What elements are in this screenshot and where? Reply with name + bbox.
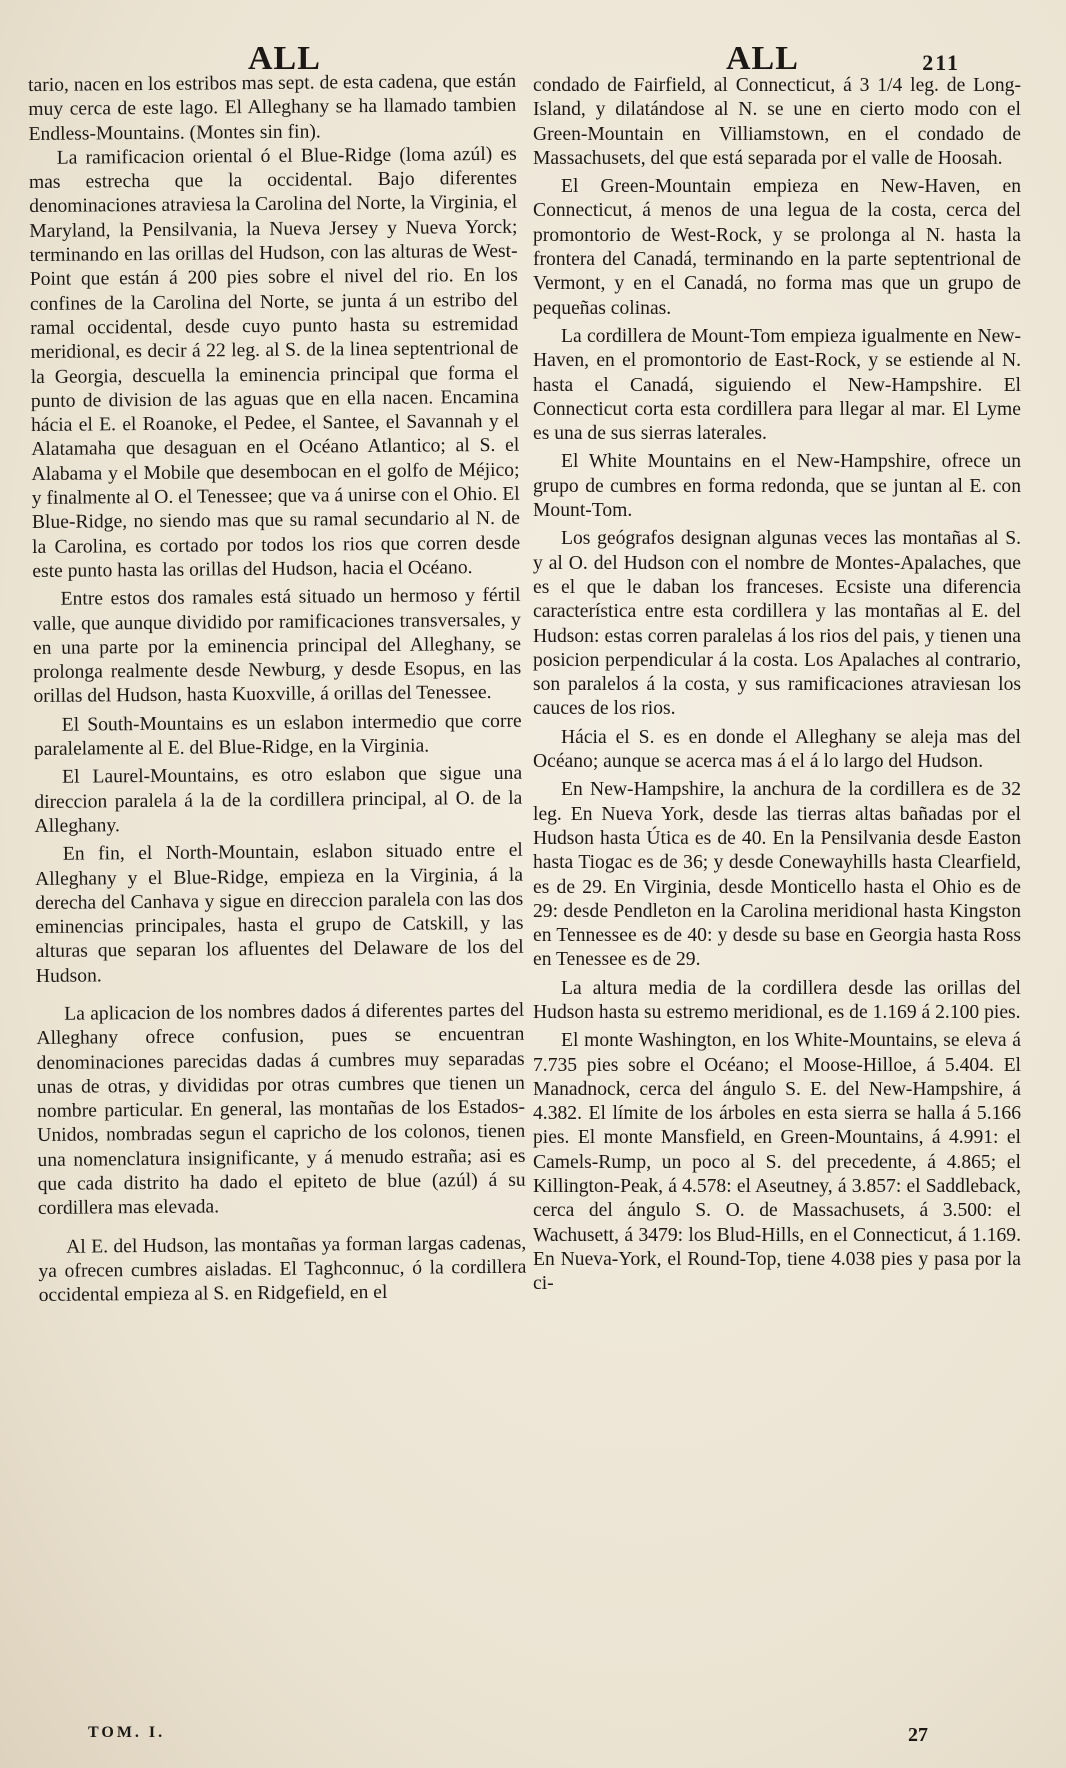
paragraph: tario, nacen en los estribos mas sept. de esta cadena, que están muy cerca de este lago. El Alleghany se ha llamado tambien Endless-Mountains. (Montes sin fin). <box>28 70 517 145</box>
paragraph: El Green-Mountain empieza en New-Haven, en Connecticut, á menos de una legua de la costa, cerca del promontorio de West-Rock, y se prolonga al N. hasta la frontera del Canadá, terminando en la parte septentrional de Vermont, y en el Canadá, no forma mas que un grupo de pequeñas colinas. <box>533 176 1021 319</box>
running-head-left: ALL <box>248 40 321 77</box>
left-column <box>28 70 527 1309</box>
paragraph: En fin, el North-Mountain, eslabon situado entre el Alleghany y el Blue-Ridge, empieza en la Virginia, á la derecha del Canhava y sigue en direccion paralela con las dos eminencias principales, hasta el grupo de Catskill, y las alturas que separan los afluentes del Delaware de los del Hudson. <box>34 839 524 987</box>
paragraph: El monte Washington, en los White-Mountains, se eleva á 7.735 pies sobre el Océano; el Moose-Hilloe, á 5.404. El Manadnock, cerca del ángulo S. E. del New-Hampshire, á 4.382. El límite de los árboles en esta sierra se halla á 5.166 pies. El monte Mansfield, en Green-Mountains, á 4.991: el Camels-Rump, un poco al S. del precedente, á 4.865; el Killington-Peak, á 4.578: el Aseutney, á 3.857: el Saddleback, cerca del ángulo S. O. de Massachusets, á 3.500: el Wachusett, á 3479: los Blud-Hills, en el Connecticut, á 1.169. En Nueva-York, el Round-Top, tiene 4.038 pies y pasa por la ci- <box>533 1030 1021 1295</box>
paragraph: Al E. del Hudson, las montañas ya forman largas cadenas, ya ofrecen cumbres aisladas. El Taghconnuc, ó la cordillera occidental empieza al S. en Ridgefield, en el <box>38 1232 527 1307</box>
paragraph: La ramificacion oriental ó el Blue-Ridge (loma azúl) es mas estrecha que la occidental. Bajo diferentes denominaciones atraviesa la Carolina del Norte, la Virginia, el Maryland, la Pensilvania, la Nueva Jersey y Nueva Yorck; terminando en las orillas del Hudson, con las alturas de West-Point que están á 200 pies sobre el nivel del rio. En los confines de la Carolina del Norte, se junta á un estribo del ramal occidental, desde cuyo punto hasta su estremidad meridional, es decir á 22 leg. al S. de la linea septentrional de la Georgia, descuella la eminencia principal que forma el punto de division de las aguas que en ella nacen. Encamina hácia el E. el Roanoke, el Pedee, el Santee, el Savannah y el Alatamaha que desaguan en el Océano Atlantico; al S. el Alabama y el Mobile que desembocan en el golfo de Méjico; y finalmente al O. el Tenessee; que va á unirse con el Ohio. El Blue-Ridge, no siendo mas que su ramal secundario al N. de la Carolina, es cortado por todos los rios que corren desde este punto hasta las orillas del Hudson, hacia el Océano. <box>28 143 521 582</box>
page-number: 211 <box>922 50 960 75</box>
paragraph: Entre estos dos ramales está situado un hermoso y fértil valle, que aunque dividido por ramificaciones transversales, y en una parte por la eminencia principal del Alleghany, se prolonga realmente desde Newburg, y desde Esopus, en las orillas del Hudson, hasta Kuoxville, á orillas del Tenessee. <box>32 584 522 708</box>
paragraph: El South-Mountains es un eslabon intermedio que corre paralelamente al E. del Blue-Ridge, en la Virginia. <box>33 710 522 760</box>
gathering-number: 27 <box>908 1724 928 1746</box>
paragraph: La altura media de la cordillera desde las orillas del Hudson hasta su estremo meridional, es de 1.169 á 2.100 pies. <box>533 977 1021 1023</box>
paragraph: Hácia el S. es en donde el Alleghany se aleja mas del Océano; aunque se acerca mas á el á lo largo del Hudson. <box>533 726 1021 773</box>
paragraph: La aplicacion de los nombres dados á diferentes partes del Alleghany ofrece confusion, pues se encuentran denominaciones parecidas dadas á cumbres muy separadas unas de otras, y divididas por otras cumbres que tienen un nombre particular. En general, las montañas de los Estados-Unidos, nombradas segun el capricho de los colonos, tienen una nomenclatura insignificante, y á menudo estraña; asi es que cada distrito ha dado el epiteto de blue (azúl) á su cordillera mas elevada. <box>36 999 526 1220</box>
right-column <box>533 74 1021 1297</box>
signature-mark: TOM. I. <box>88 1724 166 1741</box>
paragraph: La cordillera de Mount-Tom empieza igualmente en New-Haven, en el promontorio de East-Rock, y se estiende al N. hasta el Canadá, siguiendo el New-Hampshire. El Connecticut corta esta cordillera para llegar al mar. El Lyme es una de sus sierras laterales. <box>533 325 1021 445</box>
paragraph: El White Mountains en el New-Hampshire, ofrece un grupo de cumbres en forma redonda, que se juntan al E. con Mount-Tom. <box>533 451 1021 522</box>
paragraph: condado de Fairfield, al Connecticut, á 3 1/4 leg. de Long-Island, y dilatándose al N. se une en cierto modo con el Green-Mountain en Villiamstown, en el condado de Massachusets, del que está separada por el valle de Hoosah. <box>533 75 1021 169</box>
running-head-right: ALL <box>726 40 799 77</box>
paragraph: En New-Hampshire, la anchura de la cordillera es de 32 leg. En Nueva York, desde las tierras altas bañadas por el Hudson hasta Útica es de 40. En la Pensilvania desde Easton hasta Tiogac es de 36; y desde Conewayhills hasta Clearfield, es de 29. En Virginia, desde Monticello hasta el Ohio es de 29: desde Pendleton en la Carolina meridional hasta Kingston en Tennessee es de 40: y desde su base en Georgia hasta Ross en Tenessee es de 29. <box>533 779 1021 971</box>
paragraph: El Laurel-Mountains, es otro eslabon que sigue una direccion paralela á la de la cordillera principal, al O. de la Alleghany. <box>34 763 523 837</box>
paragraph: Los geógrafos designan algunas veces las montañas al S. y al O. del Hudson con el nombre de Montes-Apalaches, que es el que le daban los franceses. Ecsiste una diferencia característica entre esta cordillera y las montañas al E. del Hudson: estas corren paralelas á los rios del pais, y tienen una posicion perpendicular á la costa. Los Apalaches al contrario, son paralelos á la costa, y sus ramificaciones atraviesan los cauces de los rios. <box>533 528 1021 720</box>
